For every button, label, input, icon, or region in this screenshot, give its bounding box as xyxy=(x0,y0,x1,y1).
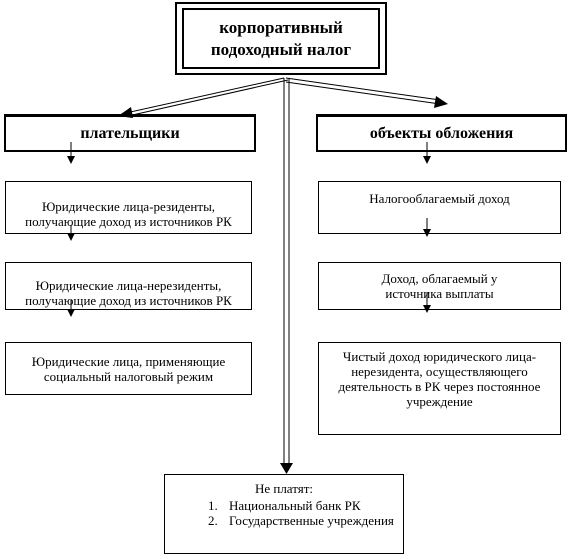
payers-header-text: плательщики xyxy=(80,124,180,142)
exempt-heading: Не платят: xyxy=(254,481,314,496)
object-source-income-text: Доход, облагаемый у источника выплаты xyxy=(381,271,498,301)
exempt-item-state-institutions: 2. Государственные учреждения xyxy=(221,513,403,528)
objects-header-text: объекты обложения xyxy=(369,124,514,142)
title-line-1: корпоративный xyxy=(219,17,343,37)
exempt-item-national-bank: 1. Национальный банк РК xyxy=(221,498,403,513)
payer-social-regime-text: Юридические лица, применяющие социальный налоговый режим xyxy=(31,353,226,384)
payer-nonresidents-text: Юридические лица-нерезиденты, получающие доход из источников РК xyxy=(25,277,232,308)
arrow-to-payers xyxy=(126,78,284,113)
arrowhead-objects xyxy=(434,96,448,108)
object-taxable-income-text: Налогооблагаемый доход xyxy=(369,191,510,206)
arrow-to-objects-2 xyxy=(286,82,440,104)
title-line-2: подоходный налог xyxy=(210,39,352,59)
arrow-to-objects xyxy=(286,78,440,100)
arrowhead-payers xyxy=(118,107,133,118)
arrowhead-exempt xyxy=(280,463,293,474)
arrow-to-payers-2 xyxy=(128,80,288,116)
payer-residents-text: Юридические лица-резиденты, получающие доход из источников РК xyxy=(25,199,232,229)
object-net-income-text: Чистый доход юридического лица-нерезидента, осуществляющего деятельность в РК через постоянное учреждение xyxy=(338,349,541,409)
